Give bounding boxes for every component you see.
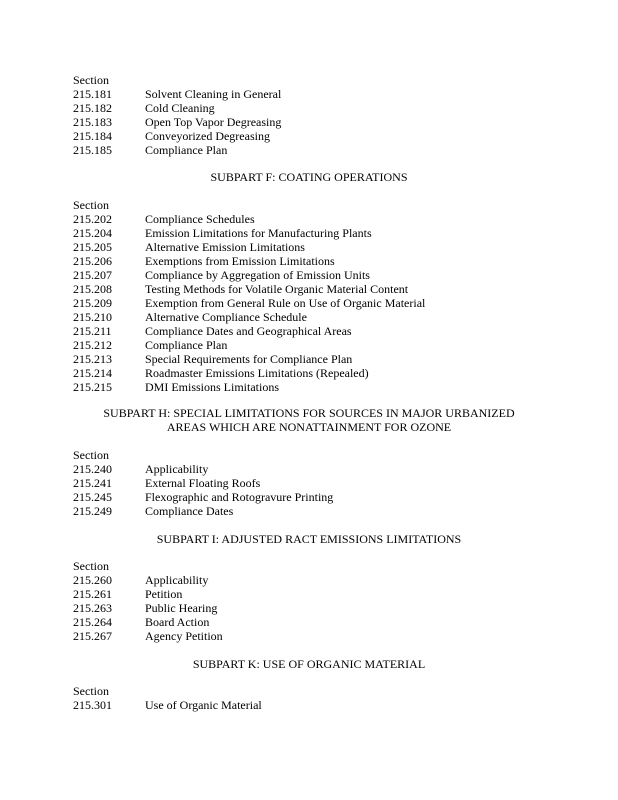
section-number: 215.301: [73, 698, 112, 712]
section-title: Special Requirements for Compliance Plan: [145, 352, 353, 366]
section-title: Board Action: [145, 615, 210, 629]
section-entry: [73, 87, 553, 101]
section-label: Section: [73, 198, 109, 212]
subpart-heading: [0, 406, 618, 434]
section-title: Public Hearing: [145, 601, 218, 615]
section-number: 215.206: [73, 254, 112, 268]
section-title: Compliance Dates: [145, 504, 234, 518]
section-title: Testing Methods for Volatile Organic Material Content: [145, 282, 409, 296]
section-title: Alternative Compliance Schedule: [145, 310, 307, 324]
section-number: 215.185: [73, 143, 112, 157]
section-title: Alternative Emission Limitations: [145, 240, 305, 254]
section-title: Open Top Vapor Degreasing: [145, 115, 282, 129]
section-entry: [73, 338, 553, 352]
section-title: Exemptions from Emission Limitations: [145, 254, 335, 268]
section-number: 215.241: [73, 476, 112, 490]
section-title: Compliance Plan: [145, 143, 228, 157]
section-number: 215.267: [73, 629, 112, 643]
section-title: Flexographic and Rotogravure Printing: [145, 490, 334, 504]
section-number: 215.212: [73, 338, 112, 352]
section-entry: [73, 282, 553, 296]
section-entry: [73, 115, 553, 129]
section-entry: [73, 352, 553, 366]
subpart-heading-line: SUBPART I: ADJUSTED RACT EMISSIONS LIMITATIONS: [156, 532, 462, 546]
subpart-heading-line: SUBPART F: COATING OPERATIONS: [210, 170, 408, 184]
section-number: 215.183: [73, 115, 112, 129]
section-entry: [73, 698, 553, 712]
section-number: 215.261: [73, 587, 112, 601]
section-title: Applicability: [145, 462, 209, 476]
section-entry: [73, 296, 553, 310]
section-entry: [73, 101, 553, 115]
section-title: Cold Cleaning: [145, 101, 215, 115]
section-entry: [73, 462, 553, 476]
section-number: 215.209: [73, 296, 112, 310]
section-entry: [73, 268, 553, 282]
section-number: 215.211: [73, 324, 112, 338]
section-title: Compliance Dates and Geographical Areas: [145, 324, 352, 338]
section-list: [73, 448, 553, 518]
section-number: 215.249: [73, 504, 112, 518]
section-number: 215.210: [73, 310, 112, 324]
section-entry: [73, 254, 553, 268]
section-label: Section: [73, 73, 109, 87]
section-number: 215.207: [73, 268, 112, 282]
section-number: 215.205: [73, 240, 112, 254]
subpart-heading-line: AREAS WHICH ARE NONATTAINMENT FOR OZONE: [166, 420, 452, 434]
section-entry: [73, 490, 553, 504]
section-entry: [73, 240, 553, 254]
section-entry: [73, 629, 553, 643]
section-entry: [73, 573, 553, 587]
section-number: 215.264: [73, 615, 112, 629]
section-title: Petition: [145, 587, 183, 601]
section-number: 215.260: [73, 573, 112, 587]
section-list: [73, 684, 553, 712]
section-title: Solvent Cleaning in General: [145, 87, 282, 101]
section-entry: [73, 587, 553, 601]
section-number: 215.181: [73, 87, 112, 101]
section-entry: [73, 143, 553, 157]
section-entry: [73, 476, 553, 490]
subpart-heading: [0, 657, 618, 671]
section-entry: [73, 504, 553, 518]
subpart-heading-line: SUBPART K: USE OF ORGANIC MATERIAL: [192, 657, 426, 671]
section-number: 215.204: [73, 226, 112, 240]
section-title: Applicability: [145, 573, 209, 587]
section-number: 215.215: [73, 380, 112, 394]
section-label: Section: [73, 684, 109, 698]
section-number: 215.184: [73, 129, 112, 143]
section-title: Exemption from General Rule on Use of Organic Material: [145, 296, 426, 310]
subpart-heading-line: SUBPART H: SPECIAL LIMITATIONS FOR SOURCES IN MAJOR URBANIZED: [103, 406, 515, 420]
section-title: Compliance by Aggregation of Emission Units: [145, 268, 370, 282]
section-label: Section: [73, 448, 109, 462]
section-number: 215.245: [73, 490, 112, 504]
section-entry: [73, 310, 553, 324]
section-title: Emission Limitations for Manufacturing Plants: [145, 226, 372, 240]
section-number: 215.202: [73, 212, 112, 226]
section-entry: [73, 212, 553, 226]
section-number: 215.208: [73, 282, 112, 296]
section-title: DMI Emissions Limitations: [145, 380, 280, 394]
section-title: Use of Organic Material: [145, 698, 262, 712]
subpart-heading: [0, 532, 618, 546]
section-number: 215.214: [73, 366, 112, 380]
section-title: External Floating Roofs: [145, 476, 261, 490]
section-entry: [73, 380, 553, 394]
section-entry: [73, 366, 553, 380]
section-title: Compliance Plan: [145, 338, 228, 352]
section-list: [73, 73, 553, 157]
section-number: 215.213: [73, 352, 112, 366]
section-label: Section: [73, 559, 109, 573]
section-list: [73, 198, 553, 394]
section-entry: [73, 601, 553, 615]
section-title: Agency Petition: [145, 629, 223, 643]
section-entry: [73, 129, 553, 143]
section-number: 215.182: [73, 101, 112, 115]
section-list: [73, 559, 553, 643]
section-entry: [73, 324, 553, 338]
subpart-heading: [0, 170, 618, 184]
section-title: Roadmaster Emissions Limitations (Repealed): [145, 366, 369, 380]
section-number: 215.240: [73, 462, 112, 476]
section-entry: [73, 615, 553, 629]
section-title: Conveyorized Degreasing: [145, 129, 270, 143]
section-entry: [73, 226, 553, 240]
section-number: 215.263: [73, 601, 112, 615]
section-title: Compliance Schedules: [145, 212, 255, 226]
